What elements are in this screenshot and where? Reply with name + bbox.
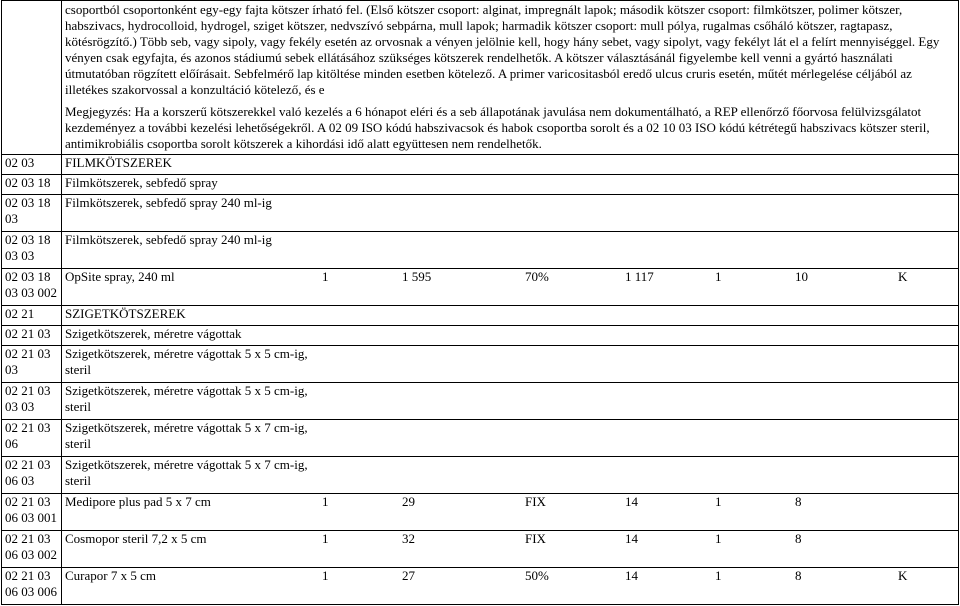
row-name: Szigetkötszerek, méretre vágottak 5 x 7 cm-ig, steril <box>65 420 308 451</box>
notes-cell <box>62 1 959 155</box>
table-row <box>2 420 959 457</box>
row-code: 02 21 03 06 03 002 <box>2 531 62 568</box>
row-value-6: 8 <box>795 531 802 546</box>
row-name: Filmkötszerek, sebfedő spray 240 ml-ig <box>65 195 272 210</box>
notes-row <box>2 1 959 155</box>
row-code: 02 21 03 06 03 <box>2 457 62 494</box>
notes-code-cell <box>2 1 62 155</box>
table-row <box>2 457 959 494</box>
row-value-5: 1 <box>715 494 722 509</box>
row-code: 02 03 <box>2 155 62 175</box>
table-row <box>2 568 959 605</box>
row-name: Medipore plus pad 5 x 7 cm <box>65 494 211 509</box>
row-name: Szigetkötszerek, méretre vágottak <box>65 326 242 341</box>
row-value-7: K <box>898 568 908 583</box>
row-value-4: 14 <box>625 568 638 583</box>
row-code: 02 21 03 06 03 006 <box>2 568 62 605</box>
row-code: 02 03 18 03 03 002 <box>2 269 62 306</box>
row-content <box>62 155 959 175</box>
row-value-4: 1 117 <box>625 269 654 284</box>
row-name: Filmkötszerek, sebfedő spray <box>65 175 218 190</box>
notes-paragraph-1: csoportból csoportonként egy-egy fajta kötszer írható fel. (Első kötszer csoport: alginat, impregnált lapok; második kötszer csoport: filmkötszer, polimer kötszer, habszivacs, hydrocolloid, hydrogel, sziget kötszer, nedvszívó sebpárna, mull lapok; harmadik kötszer csoport: mull pólya, rugalmas csőháló kötszer, ragtapasz, kötésrögzítő.) Több seb, vagy sipoly, vagy fekély esetén az orvosnak a vényen jelölnie kell, hogy hány sebet, vagy sipolyt, vagy fekélyt lát el a felírt mennyiséggel. Egy vényen csak egyfajta, és azonos stádiumú sebek ellátásához szükséges kötszerek rendelhetők. A kötszer választásánál figyelembe kell venni a gyártó használati útmutatóban rögzített előírásait. Sebfelmérő lap kitöltése minden esetben kötelező. A primer varicositasból eredő ulcus cruris esetén, műtét mérlegelése céljából az illetékes szakorvossal a konzultáció kötelező, és e <box>65 2 940 97</box>
row-value-4: 14 <box>625 531 638 546</box>
row-content <box>62 232 959 269</box>
row-name: Szigetkötszerek, méretre vágottak 5 x 5 cm-ig, steril <box>65 346 308 377</box>
table-row <box>2 383 959 420</box>
row-value-3: FIX <box>525 531 546 546</box>
row-code: 02 21 03 06 03 001 <box>2 494 62 531</box>
row-content <box>62 269 959 306</box>
row-content <box>62 326 959 346</box>
table-row <box>2 155 959 175</box>
row-code: 02 03 18 03 03 <box>2 232 62 269</box>
row-value-1: 1 <box>322 568 329 583</box>
row-content <box>62 346 959 383</box>
row-content <box>62 494 959 531</box>
row-value-6: 8 <box>795 568 802 583</box>
table-row <box>2 326 959 346</box>
row-name: Szigetkötszerek, méretre vágottak 5 x 7 cm-ig, steril <box>65 457 308 488</box>
row-value-3: 70% <box>525 269 549 284</box>
row-code: 02 21 03 03 03 <box>2 383 62 420</box>
row-name: Cosmopor steril 7,2 x 5 cm <box>65 531 207 546</box>
row-value-5: 1 <box>715 269 722 284</box>
row-name: Curapor 7 x 5 cm <box>65 568 156 583</box>
row-content <box>62 383 959 420</box>
row-content <box>62 531 959 568</box>
row-code: 02 21 <box>2 306 62 326</box>
row-value-1: 1 <box>322 531 329 546</box>
row-value-1: 1 <box>322 494 329 509</box>
row-content <box>62 568 959 605</box>
row-content <box>62 306 959 326</box>
table-row <box>2 175 959 195</box>
row-value-4: 14 <box>625 494 638 509</box>
row-value-2: 1 595 <box>402 269 432 284</box>
row-name: Filmkötszerek, sebfedő spray 240 ml-ig <box>65 232 272 247</box>
row-value-7: K <box>898 269 908 284</box>
row-content <box>62 420 959 457</box>
row-value-2: 32 <box>402 531 415 546</box>
row-name: FILMKÖTSZEREK <box>65 155 172 170</box>
table-row <box>2 346 959 383</box>
row-content <box>62 195 959 232</box>
notes-paragraph-2: Megjegyzés: Ha a korszerű kötszerekkel való kezelés a 6 hónapot eléri és a seb állapotának javulása nem dokumentálható, a REP ellenőrző főorvosa felülvizsgálatot kezdeményez a további kezelési lehetőségekről. A 02 09 ISO kódú habszivacsok és habok csoportba sorolt és a 02 10 03 ISO kódú kétrétegű habszivacs kötszer steril, antimikrobiális csoportba sorolt kötszerek a kihordási idő alatt együttesen nem rendelhetők. <box>65 104 930 151</box>
table-row <box>2 232 959 269</box>
row-code: 02 21 03 06 <box>2 420 62 457</box>
table-row <box>2 494 959 531</box>
table-row <box>2 531 959 568</box>
row-code: 02 03 18 <box>2 175 62 195</box>
row-content <box>62 175 959 195</box>
row-code: 02 03 18 03 <box>2 195 62 232</box>
table-row <box>2 306 959 326</box>
row-value-5: 1 <box>715 531 722 546</box>
row-code: 02 21 03 <box>2 326 62 346</box>
row-value-6: 8 <box>795 494 802 509</box>
product-table <box>1 0 959 605</box>
table-row <box>2 195 959 232</box>
row-name: SZIGETKÖTSZEREK <box>65 306 186 321</box>
row-value-6: 10 <box>795 269 808 284</box>
row-value-2: 27 <box>402 568 415 583</box>
table-row <box>2 269 959 306</box>
row-name: Szigetkötszerek, méretre vágottak 5 x 5 cm-ig, steril <box>65 383 308 414</box>
row-value-2: 29 <box>402 494 415 509</box>
row-value-5: 1 <box>715 568 722 583</box>
row-code: 02 21 03 03 <box>2 346 62 383</box>
row-content <box>62 457 959 494</box>
row-value-3: 50% <box>525 568 549 583</box>
row-name: OpSite spray, 240 ml <box>65 269 175 284</box>
row-value-3: FIX <box>525 494 546 509</box>
row-value-1: 1 <box>322 269 329 284</box>
